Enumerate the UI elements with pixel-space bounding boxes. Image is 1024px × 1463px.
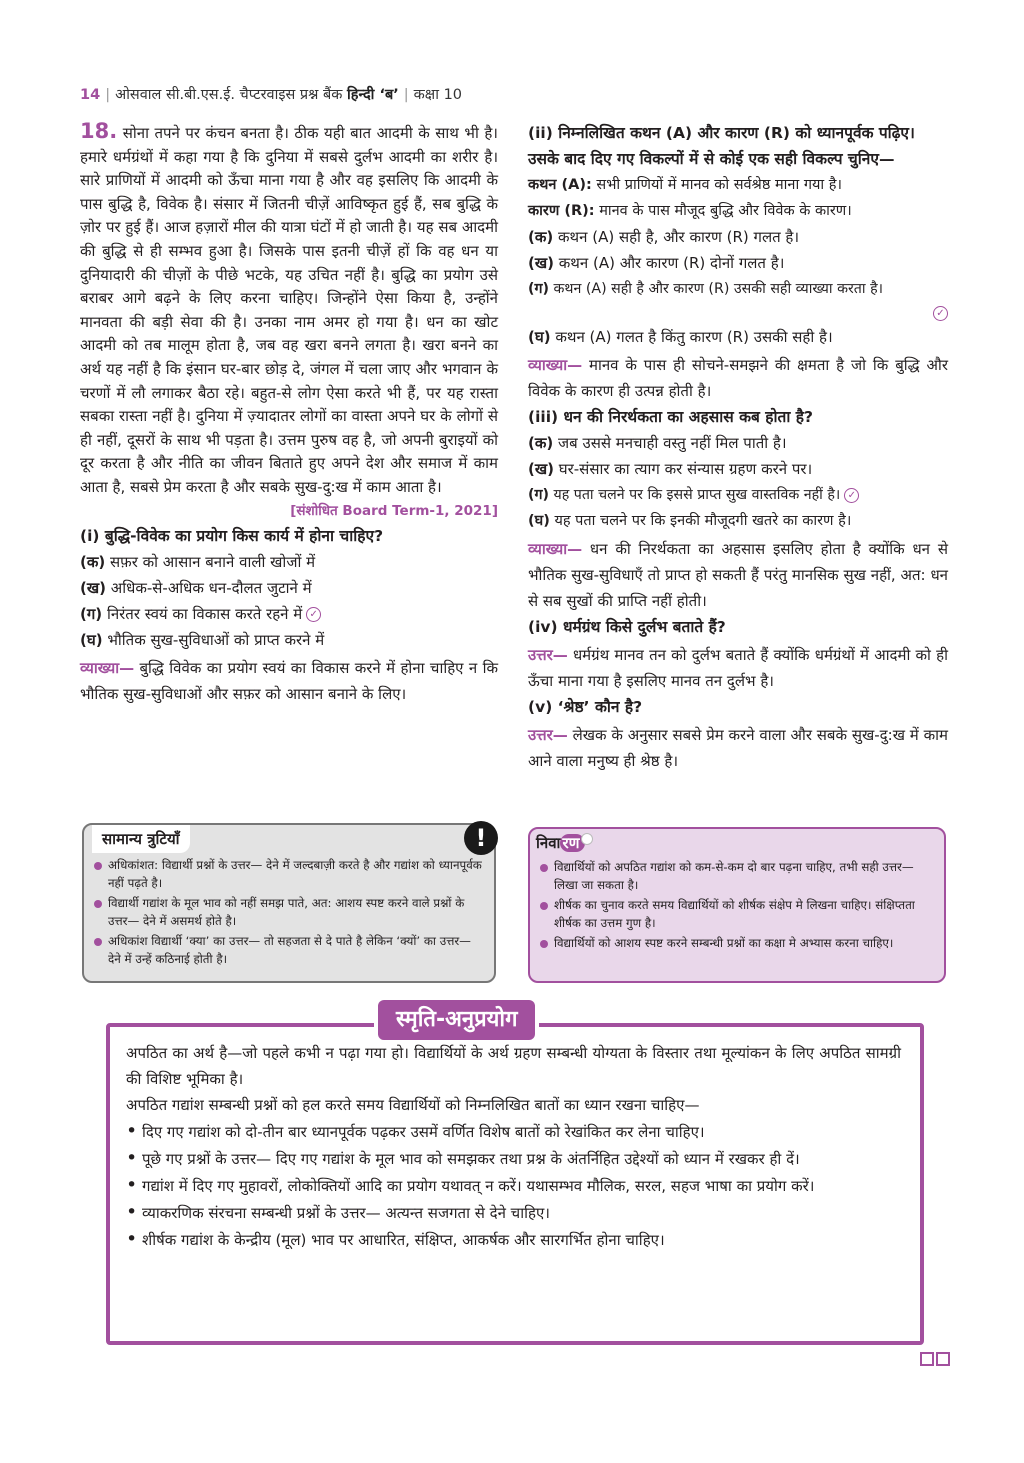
book-title: ओसवाल सी.बी.एस.ई. चैप्टरवाइस प्रश्न बैंक (115, 87, 343, 103)
q2-option-ga: (ग) कथन (A) सही है और कारण (R) उसकी सही व्याख्या करता है। (528, 281, 883, 297)
passage-number: 18. (80, 119, 118, 143)
q2-option-ka: (क) कथन (A) सही है, और कारण (R) गलत है। (528, 228, 800, 246)
right-column (528, 120, 948, 774)
common-errors-list (92, 857, 486, 971)
remedy-box (528, 827, 946, 983)
q2-reason: कारण (R): मानव के पास मौजूद बुद्धि और विवेक के कारण। (528, 203, 852, 219)
question-5: (v) ‘श्रेष्ठ’ कौन है? (528, 698, 643, 716)
page-corner-ornament (918, 1351, 950, 1370)
list-item: अधिकांश विद्यार्थी ‘क्या’ का उत्तर— तो सहजता से दे पाते है लेकिन ‘क्यों’ का उत्तर— देने में उन्हें कठिनाई होती है। (92, 933, 486, 968)
q1-option-ga: (ग) निरंतर स्वयं का विकास करते रहने में ✓ (80, 601, 498, 627)
passage-text: सोना तपने पर कंचन बनता है। ठीक यही बात आदमी के साथ भी है। हमारे धर्मग्रंथों में कहा गया है कि दुनिया में सबसे दुर्लभ आदमी का शरीर है। सारे प्राणियों में आदमी को ऊँचा माना गया है और वह इसलिए कि आदमी के पास बुद्धि है, विवेक है। संसार में जितनी चीज़ें आविष्कृत हुई हैं, सब बुद्धि के ज़ोर पर हुई हैं। आज हज़ारों मील की यात्रा घंटों में हो जाती है। यह सब आदमी की बुद्धि से ही सम्भव हुआ है। जिसके पास इतनी चीज़ें हों कि वह धन या दुनियादारी की चीज़ों के पीछे भटके, यह उचित नहीं है। बुद्धि का प्रयोग उसे बराबर आगे बढ़ने के लिए करना चाहिए। जिन्होंने ऐसा किया है, उन्होंने मानवता की बड़ी सेवा की है। उनका नाम अमर हो गया है। धन का खोट आदमी को तब मालूम होता है, जब वह खरा बनने लगता है। खरा बनने का अर्थ यह नहीं है कि इंसान घर-बार छोड़ दे, जंगल में चला जाए और भगवान के चरणों में लौ लगाकर बैठा रहे। बहुत-से लोग ऐसा करते भी हैं, पर यह रास्ता सबका रास्ता नहीं है। दुनिया में ज़्यादातर लोगों का वास्ता अपने घर के लोगों से ही नहीं, दूसरों के साथ भी पड़ता है। उत्तम पुरुष वह है, जो अपनी बुराइयों को दूर करता है और नीति का जीवन बिताते हुए अपने देश और समाज में काम आता है, सबसे प्रेम करता है और सबके सुख-दु:ख में काम आता है। (80, 124, 498, 496)
exclamation-icon: ! (464, 821, 498, 855)
question-2: (ii) निम्नलिखित कथन (A) और कारण (R) को ध्यानपूर्वक पढ़िए। उसके बाद दिए गए विकल्पों में से कोई एक सही विकल्प चुनिए— (528, 124, 915, 168)
passage-source: [संशोधित Board Term-1, 2021] (290, 502, 498, 519)
smriti-title: स्मृति-अनुप्रयोग (378, 1000, 535, 1040)
question-3: (iii) धन की निरर्थकता का अहसास कब होता है? (528, 408, 813, 426)
correct-check-icon: ✓ (933, 306, 948, 321)
q4-answer: उत्तर— धर्मग्रंथ मानव तन को दुर्लभ बताते हैं क्योंकि धर्मग्रंथों में आदमी को ही ऊँचा माना गया है इसलिए मानव तन दुर्लभ है। (528, 646, 948, 690)
q1-option-gha: (घ) भौतिक सुख-सुविधाओं को प्राप्त करने में (80, 631, 325, 650)
page-header: 14 | ओसवाल सी.बी.एस.ई. चैप्टरवाइस प्रश्न बैंक हिन्दी ‘ब’ | कक्षा 10 (80, 87, 463, 103)
list-item: विद्यार्थी गद्यांश के मूल भाव को नहीं समझ पाते, अत: आशय स्पष्ट करने वाले प्रश्नों के उत्तर— देने में असमर्थ होते है। (92, 895, 486, 930)
page-number: 14 (80, 87, 101, 103)
correct-check-icon: ✓ (306, 607, 321, 622)
remedy-list (538, 859, 936, 956)
list-item: अधिकांशत: विद्यार्थी प्रश्नों के उत्तर— देने में जल्दबाज़ी करते है और गद्यांश को ध्यानपूर्वक नहीं पढ़ते है। (92, 857, 486, 892)
q2-assertion: कथन (A): सभी प्राणियों में मानव को सर्वश्रेष्ठ माना गया है। (528, 177, 842, 193)
q2-correct-mark (528, 302, 948, 324)
question-1: (i) बुद्धि-विवेक का प्रयोग किस कार्य में होना चाहिए? (80, 527, 384, 546)
smriti-point: • शीर्षक गद्यांश के केन्द्रीय (मूल) भाव पर आधारित, संक्षिप्त, आकर्षक और सारगर्भित होना चाहिए। (126, 1227, 901, 1253)
common-errors-box (82, 823, 496, 983)
passage (80, 119, 498, 519)
list-item: विद्यार्थियों को आशय स्पष्ट करने सम्बन्धी प्रश्नों का कक्षा मे अभ्यास करना चाहिए। (538, 935, 936, 953)
list-item: विद्यार्थियों को अपठित गद्यांश को कम-से-कम दो बार पढ़ना चाहिए, तभी सही उत्तर— लिखा जा सकता है। (538, 859, 936, 894)
smriti-point: • दिए गए गद्यांश को दो-तीन बार ध्यानपूर्वक पढ़कर उसमें वर्णित विशेष बातों को रेखांकित कर लेना चाहिए। (126, 1119, 901, 1145)
smriti-point: • पूछे गए प्रश्नों के उत्तर— दिए गए गद्यांश के मूल भाव को समझकर तथा प्रश्न के अंतर्निहित उद्देश्यों को ध्यान में रखकर ही दें। (126, 1146, 901, 1172)
smriti-para-2: अपठित गद्यांश सम्बन्धी प्रश्नों को हल करते समय विद्यार्थियों को निम्नलिखित बातों का ध्यान रखना चाहिए— (126, 1096, 700, 1114)
q2-option-gha: (घ) कथन (A) गलत है किंतु कारण (R) उसकी सही है। (528, 328, 833, 346)
subject-name: हिन्दी ‘ब’ (347, 87, 399, 103)
q1-option-kha: (ख) अधिक-से-अधिक धन-दौलत जुटाने में (80, 579, 312, 598)
smriti-body (126, 1040, 901, 1253)
q3-option-gha: (घ) यह पता चलने पर कि इनकी मौजूदगी खतरे का कारण है। (528, 513, 852, 529)
q5-answer: उत्तर— लेखक के अनुसार सबसे प्रेम करने वाला और सबके सुख-दु:ख में काम आने वाला मनुष्य ही श्रेष्ठ है। (528, 726, 948, 770)
smriti-para-1: अपठित का अर्थ है—जो पहले कभी न पढ़ा गया हो। विद्यार्थियों के अर्थ ग्रहण सम्बन्धी योग्यता के विस्तार तथा मूल्यांकन के लिए अपठित सामग्री की विशिष्ट भूमिका है। (126, 1044, 901, 1088)
q2-option-kha: (ख) कथन (A) और कारण (R) दोनों गलत है। (528, 254, 785, 272)
q1-explanation: व्याख्या— बुद्धि विवेक का प्रयोग स्वयं का विकास करने में होना चाहिए न कि भौतिक सुख-सुविधाओं और सफ़र को आसान बनाने के लिए। (80, 659, 498, 704)
list-item: शीर्षक का चुनाव करते समय विद्यार्थियों को शीर्षक संक्षेप मे लिखना चाहिए। संक्षिप्तता शीर्षक का उत्तम गुण है। (538, 897, 936, 932)
q3-explanation: व्याख्या— धन की निरर्थकता का अहसास इसलिए होता है क्योंकि धन से भौतिक सुख-सुविधाएँ तो प्राप्त हो सकती हैं परंतु मानसिक सुख नहीं, अत: धन से सब सुखों की प्राप्ति नहीं होती। (528, 540, 948, 610)
remedy-title: निवा रण (536, 833, 593, 853)
question-4: (iv) धर्मग्रंथ किसे दुर्लभ बताते हैं? (528, 618, 726, 636)
class-label: कक्षा 10 (413, 87, 463, 103)
correct-check-icon: ✓ (844, 488, 859, 503)
q1-option-ka: (क) सफ़र को आसान बनाने वाली खोजों में (80, 553, 316, 572)
q3-option-kha: (ख) घर-संसार का त्याग कर संन्यास ग्रहण करने पर। (528, 460, 813, 478)
left-column (80, 120, 498, 707)
q3-option-ga: (ग) यह पता चलने पर कि इससे प्राप्त सुख वास्तविक नहीं है। ✓ (528, 482, 948, 508)
q2-explanation: व्याख्या— मानव के पास ही सोचने-समझने की क्षमता है जो कि बुद्धि और विवेक के कारण ही उत्पन्न होती है। (528, 356, 948, 400)
smriti-point: • व्याकरणिक संरचना सम्बन्धी प्रश्नों के उत्तर— अत्यन्त सजगता से देने चाहिए। (126, 1200, 901, 1226)
q3-option-ka: (क) जब उससे मनचाही वस्तु नहीं मिल पाती है। (528, 434, 787, 452)
smriti-point: • गद्यांश में दिए गए मुहावरों, लोकोक्तियों आदि का प्रयोग यथावत् न करें। यथासम्भव मौलिक, सरल, सहज भाषा का प्रयोग करें। (126, 1173, 901, 1199)
common-errors-title: सामान्य त्रुटियाँ (92, 825, 190, 853)
bulb-icon (581, 833, 593, 845)
